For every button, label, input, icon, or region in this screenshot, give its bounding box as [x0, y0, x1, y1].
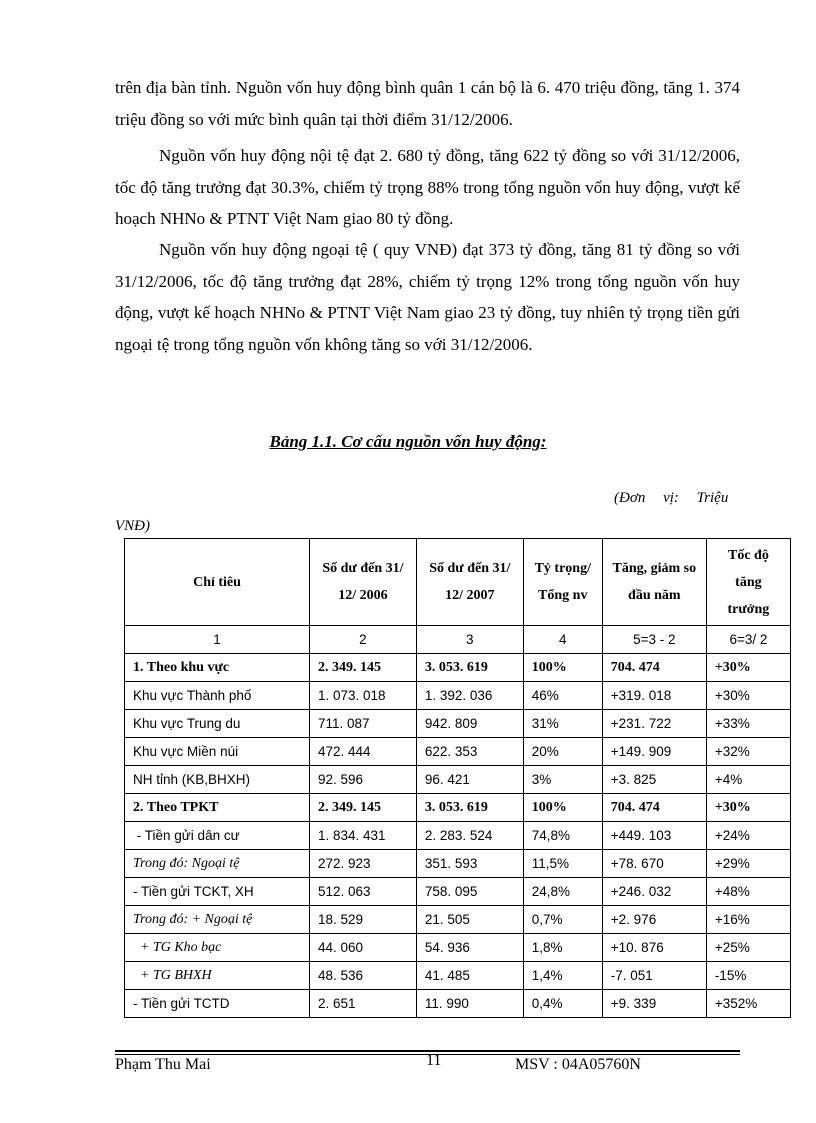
row-label-cell: NH tỉnh (KB,BHXH) — [125, 766, 310, 794]
value-cell: +9. 339 — [602, 990, 706, 1018]
value-cell: 711. 087 — [310, 710, 417, 738]
capital-structure-table — [124, 538, 791, 1018]
value-cell: +319. 018 — [602, 682, 706, 710]
value-cell: 11,5% — [523, 850, 602, 878]
value-cell: +4% — [706, 766, 790, 794]
value-cell: +24% — [706, 822, 790, 850]
row-label-cell: Khu vực Trung du — [125, 710, 310, 738]
value-cell: +3. 825 — [602, 766, 706, 794]
value-cell: +29% — [706, 850, 790, 878]
table-row — [125, 766, 791, 794]
paragraph-2: Nguồn vốn huy động nội tệ đạt 2. 680 tỷ đồng, tăng 622 tỷ đồng so với 31/12/2006, tốc độ tăng trưởng đạt 30.3%, chiếm tỷ trọng 88% trong tổng nguồn vốn huy động, vượt kế hoạch NHNo & PTNT Việt Nam giao 80 tỷ đồng. — [115, 146, 740, 228]
value-cell: +149. 909 — [602, 738, 706, 766]
unit-label-cont: VNĐ) — [115, 518, 150, 534]
index-cell: 1 — [125, 626, 310, 654]
paragraph-3: Nguồn vốn huy động ngoại tệ ( quy VNĐ) đạt 373 tỷ đồng, tăng 81 tỷ đồng so với 31/12/2006, tốc độ tăng trưởng đạt 28%, chiếm tỷ trọng 12% trong tổng nguồn vốn huy động, vượt kế hoạch NHNo & PTNT Việt Nam giao 23 tỷ đồng, tuy nhiên tỷ trọng tiền gửi ngoại tệ trong tổng nguồn vốn không tăng so với 31/12/2006. — [115, 240, 740, 354]
row-label-cell: + TG BHXH — [125, 962, 310, 990]
value-cell: 54. 936 — [416, 934, 523, 962]
value-cell: +352% — [706, 990, 790, 1018]
index-cell: 5=3 - 2 — [602, 626, 706, 654]
table-row — [125, 934, 791, 962]
value-cell: 48. 536 — [310, 962, 417, 990]
table-row — [125, 962, 791, 990]
table-row — [125, 906, 791, 934]
table-header-row — [125, 539, 791, 626]
value-cell: +30% — [706, 682, 790, 710]
unit-label: (Đơn vị: Triệu — [614, 490, 729, 506]
page-number: 11 — [426, 1052, 442, 1069]
value-cell: +16% — [706, 906, 790, 934]
value-cell: 758. 095 — [416, 878, 523, 906]
value-cell: 704. 474 — [602, 794, 706, 822]
header-cell: Tăng, giảm so đầu năm — [602, 539, 706, 626]
header-cell: Chỉ tiêu — [125, 539, 310, 626]
value-cell: 18. 529 — [310, 906, 417, 934]
value-cell: -7. 051 — [602, 962, 706, 990]
value-cell: 2. 651 — [310, 990, 417, 1018]
table-row — [125, 738, 791, 766]
value-cell: 1,4% — [523, 962, 602, 990]
value-cell: +78. 670 — [602, 850, 706, 878]
row-label-cell: Trong đó: + Ngoại tệ — [125, 906, 310, 934]
value-cell: -15% — [706, 962, 790, 990]
value-cell: 3. 053. 619 — [416, 794, 523, 822]
index-cell: 4 — [523, 626, 602, 654]
value-cell: 512. 063 — [310, 878, 417, 906]
value-cell: 622. 353 — [416, 738, 523, 766]
value-cell: +32% — [706, 738, 790, 766]
value-cell: 3% — [523, 766, 602, 794]
value-cell: 31% — [523, 710, 602, 738]
footer-student-id: MSV : 04A05760N — [515, 1056, 641, 1073]
value-cell: 1,8% — [523, 934, 602, 962]
row-label-cell: - Tiền gửi dân cư — [125, 822, 310, 850]
value-cell: 942. 809 — [416, 710, 523, 738]
header-cell: Tốc độ tăng trưởng — [706, 539, 790, 626]
value-cell: +449. 103 — [602, 822, 706, 850]
value-cell: 351. 593 — [416, 850, 523, 878]
value-cell: 0,7% — [523, 906, 602, 934]
value-cell: 100% — [523, 794, 602, 822]
row-label-cell: Khu vực Miền núi — [125, 738, 310, 766]
value-cell: 20% — [523, 738, 602, 766]
table-body — [125, 654, 791, 1018]
row-label-cell: + TG Kho bạc — [125, 934, 310, 962]
table-row — [125, 850, 791, 878]
row-label-cell: Trong đó: Ngoại tệ — [125, 850, 310, 878]
index-cell: 6=3/ 2 — [706, 626, 790, 654]
table-row — [125, 654, 791, 682]
row-label-cell: Khu vực Thành phố — [125, 682, 310, 710]
value-cell: +48% — [706, 878, 790, 906]
value-cell: 1. 392. 036 — [416, 682, 523, 710]
value-cell: +25% — [706, 934, 790, 962]
value-cell: 472. 444 — [310, 738, 417, 766]
table-row — [125, 710, 791, 738]
value-cell: +33% — [706, 710, 790, 738]
table-row — [125, 990, 791, 1018]
value-cell: 2. 283. 524 — [416, 822, 523, 850]
value-cell: 0,4% — [523, 990, 602, 1018]
value-cell: +10. 876 — [602, 934, 706, 962]
table-title: Bảng 1.1. Cơ cấu nguồn vốn huy động: — [269, 432, 547, 451]
value-cell: 11. 990 — [416, 990, 523, 1018]
value-cell: +2. 976 — [602, 906, 706, 934]
row-label-cell: 2. Theo TPKT — [125, 794, 310, 822]
value-cell: 24,8% — [523, 878, 602, 906]
table-row — [125, 878, 791, 906]
paragraph-1: trên địa bàn tỉnh. Nguồn vốn huy động bình quân 1 cán bộ là 6. 470 triệu đồng, tăng 1. 374 triệu đồng so với mức bình quân tại thời điểm 31/12/2006. — [115, 78, 740, 129]
footer-author: Phạm Thu Mai — [115, 1056, 211, 1073]
table-row — [125, 794, 791, 822]
value-cell: 41. 485 — [416, 962, 523, 990]
value-cell: 100% — [523, 654, 602, 682]
value-cell: 704. 474 — [602, 654, 706, 682]
value-cell: 92. 596 — [310, 766, 417, 794]
header-cell: Tỷ trọng/ Tổng nv — [523, 539, 602, 626]
index-cell: 2 — [310, 626, 417, 654]
table-row — [125, 682, 791, 710]
value-cell: 96. 421 — [416, 766, 523, 794]
index-cell: 3 — [416, 626, 523, 654]
row-label-cell: - Tiền gửi TCKT, XH — [125, 878, 310, 906]
value-cell: +30% — [706, 654, 790, 682]
value-cell: 44. 060 — [310, 934, 417, 962]
row-label-cell: 1. Theo khu vực — [125, 654, 310, 682]
value-cell: +30% — [706, 794, 790, 822]
header-cell: Số dư đến 31/ 12/ 2007 — [416, 539, 523, 626]
row-label-cell: - Tiền gửi TCTD — [125, 990, 310, 1018]
value-cell: 2. 349. 145 — [310, 794, 417, 822]
value-cell: 2. 349. 145 — [310, 654, 417, 682]
value-cell: 1. 834. 431 — [310, 822, 417, 850]
value-cell: +231. 722 — [602, 710, 706, 738]
value-cell: 21. 505 — [416, 906, 523, 934]
value-cell: 3. 053. 619 — [416, 654, 523, 682]
value-cell: 1. 073. 018 — [310, 682, 417, 710]
table-row — [125, 822, 791, 850]
header-cell: Số dư đến 31/ 12/ 2006 — [310, 539, 417, 626]
value-cell: +246. 032 — [602, 878, 706, 906]
value-cell: 74,8% — [523, 822, 602, 850]
column-index-row — [125, 626, 791, 654]
value-cell: 46% — [523, 682, 602, 710]
value-cell: 272. 923 — [310, 850, 417, 878]
